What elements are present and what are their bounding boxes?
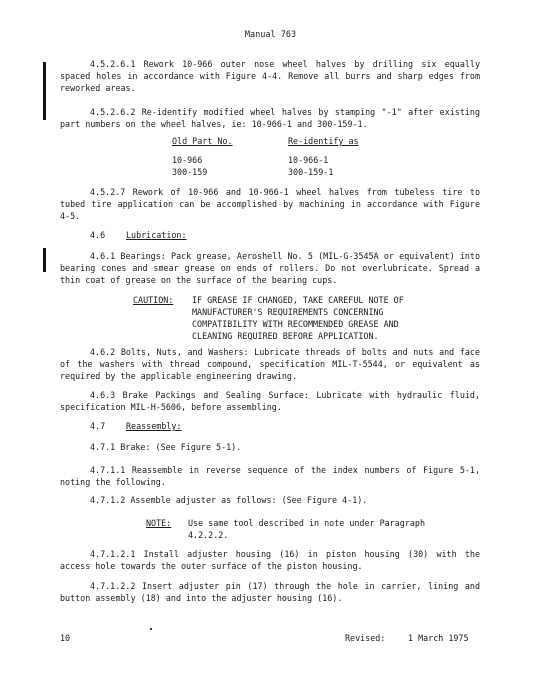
caution-text: IF GREASE IF CHANGED, TAKE CAREFUL NOTE OF MANUFACTURER'S REQUIREMENTS CONCERNING COMPATIBILITY WITH RECOMMENDED GREASE AND CLEANING REQUIRED BEFORE APPLICATION. — [192, 295, 404, 341]
table-header-old: Old Part No. — [172, 136, 233, 146]
note-text: Use same tool described in note under Paragraph 4.2.2.2. — [188, 518, 425, 540]
section-number-4-6: 4.6 — [90, 230, 106, 240]
paragraph-4-5-2-6-1: 4.5.2.6.1 Rework 10-966 outer nose wheel halves by drilling six equally spaced holes in accordance with Figure 4-4. Remove all burrs and sharp edges from reworked areas. — [60, 59, 480, 93]
table-column-old — [172, 135, 233, 178]
paragraph-4-5-2-7: 4.5.2.7 Rework of 10-966 and 10-966-1 wheel halves from tubeless tire to tubed tire application can be accomplished by machining in accordance with Figure 4-5. — [60, 187, 480, 221]
revised-label: Revised: — [345, 633, 386, 643]
table-cell: 10-966 — [172, 155, 203, 165]
paragraph-4-6-2: 4.6.2 Bolts, Nuts, and Washers: Lubricate threads of bolts and nuts and face of the washers with thread compound, specification MIL-T-5544, or equivalent as required by the applicable engineering drawing. — [60, 347, 480, 381]
change-bar — [43, 248, 46, 272]
page-header: Manual 763 — [244, 30, 297, 40]
paragraph-4-6-3: 4.6.3 Brake Packings and Sealing Surface: Lubricate with hydraulic fluid, specification MIL-H-5606, before assembling. — [60, 390, 480, 412]
section-number-4-7: 4.7 — [90, 421, 106, 431]
table-cell: 10-966-1 — [288, 155, 329, 165]
paragraph-4-7-1-2-1: 4.7.1.2.1 Install adjuster housing (16) in piston housing (30) with the access hole towards the outer surface of the piston housing. — [60, 549, 480, 571]
caution-label: CAUTION: — [133, 295, 174, 305]
paragraph-4-7-1-2: 4.7.1.2 Assemble adjuster as follows: (See Figure 4-1). — [90, 495, 368, 505]
paragraph-4-6-1: 4.6.1 Bearings: Pack grease, Aeroshell No. 5 (MIL-G-3545A or equivalent) into bearing cones and smear grease on ends of rollers. Do not overlubricate. Spread a thin coat of grease on the surface of the bearing cups. — [60, 251, 480, 285]
revised-date: 1 March 1975 — [408, 633, 469, 643]
page-number: 10 — [60, 633, 71, 643]
table-header-new: Re-identify as — [288, 136, 359, 146]
speck-mark — [150, 628, 152, 630]
change-bar — [43, 62, 46, 120]
section-heading-reassembly: Reassembly: — [126, 421, 182, 431]
note-label: NOTE: — [146, 518, 172, 528]
paragraph-4-7-1: 4.7.1 Brake: (See Figure 5-1). — [90, 442, 242, 452]
paragraph-4-7-1-2-2: 4.7.1.2.2 Insert adjuster pin (17) through the hole in carrier, lining and button assembly (18) and into the adjuster housing (16). — [60, 581, 480, 603]
table-column-new — [288, 135, 359, 178]
table-cell: 300-159-1 — [288, 167, 334, 177]
table-cell: 300-159 — [172, 167, 208, 177]
paragraph-4-5-2-6-2: 4.5.2.6.2 Re-identify modified wheel halves by stamping "-1" after existing part numbers on the wheel halves, ie: 10-966-1 and 300-159-1. — [60, 107, 480, 129]
paragraph-4-7-1-1: 4.7.1.1 Reassemble in reverse sequence of the index numbers of Figure 5-1, noting the following. — [60, 465, 480, 487]
section-heading-lubrication: Lubrication: — [126, 230, 187, 240]
